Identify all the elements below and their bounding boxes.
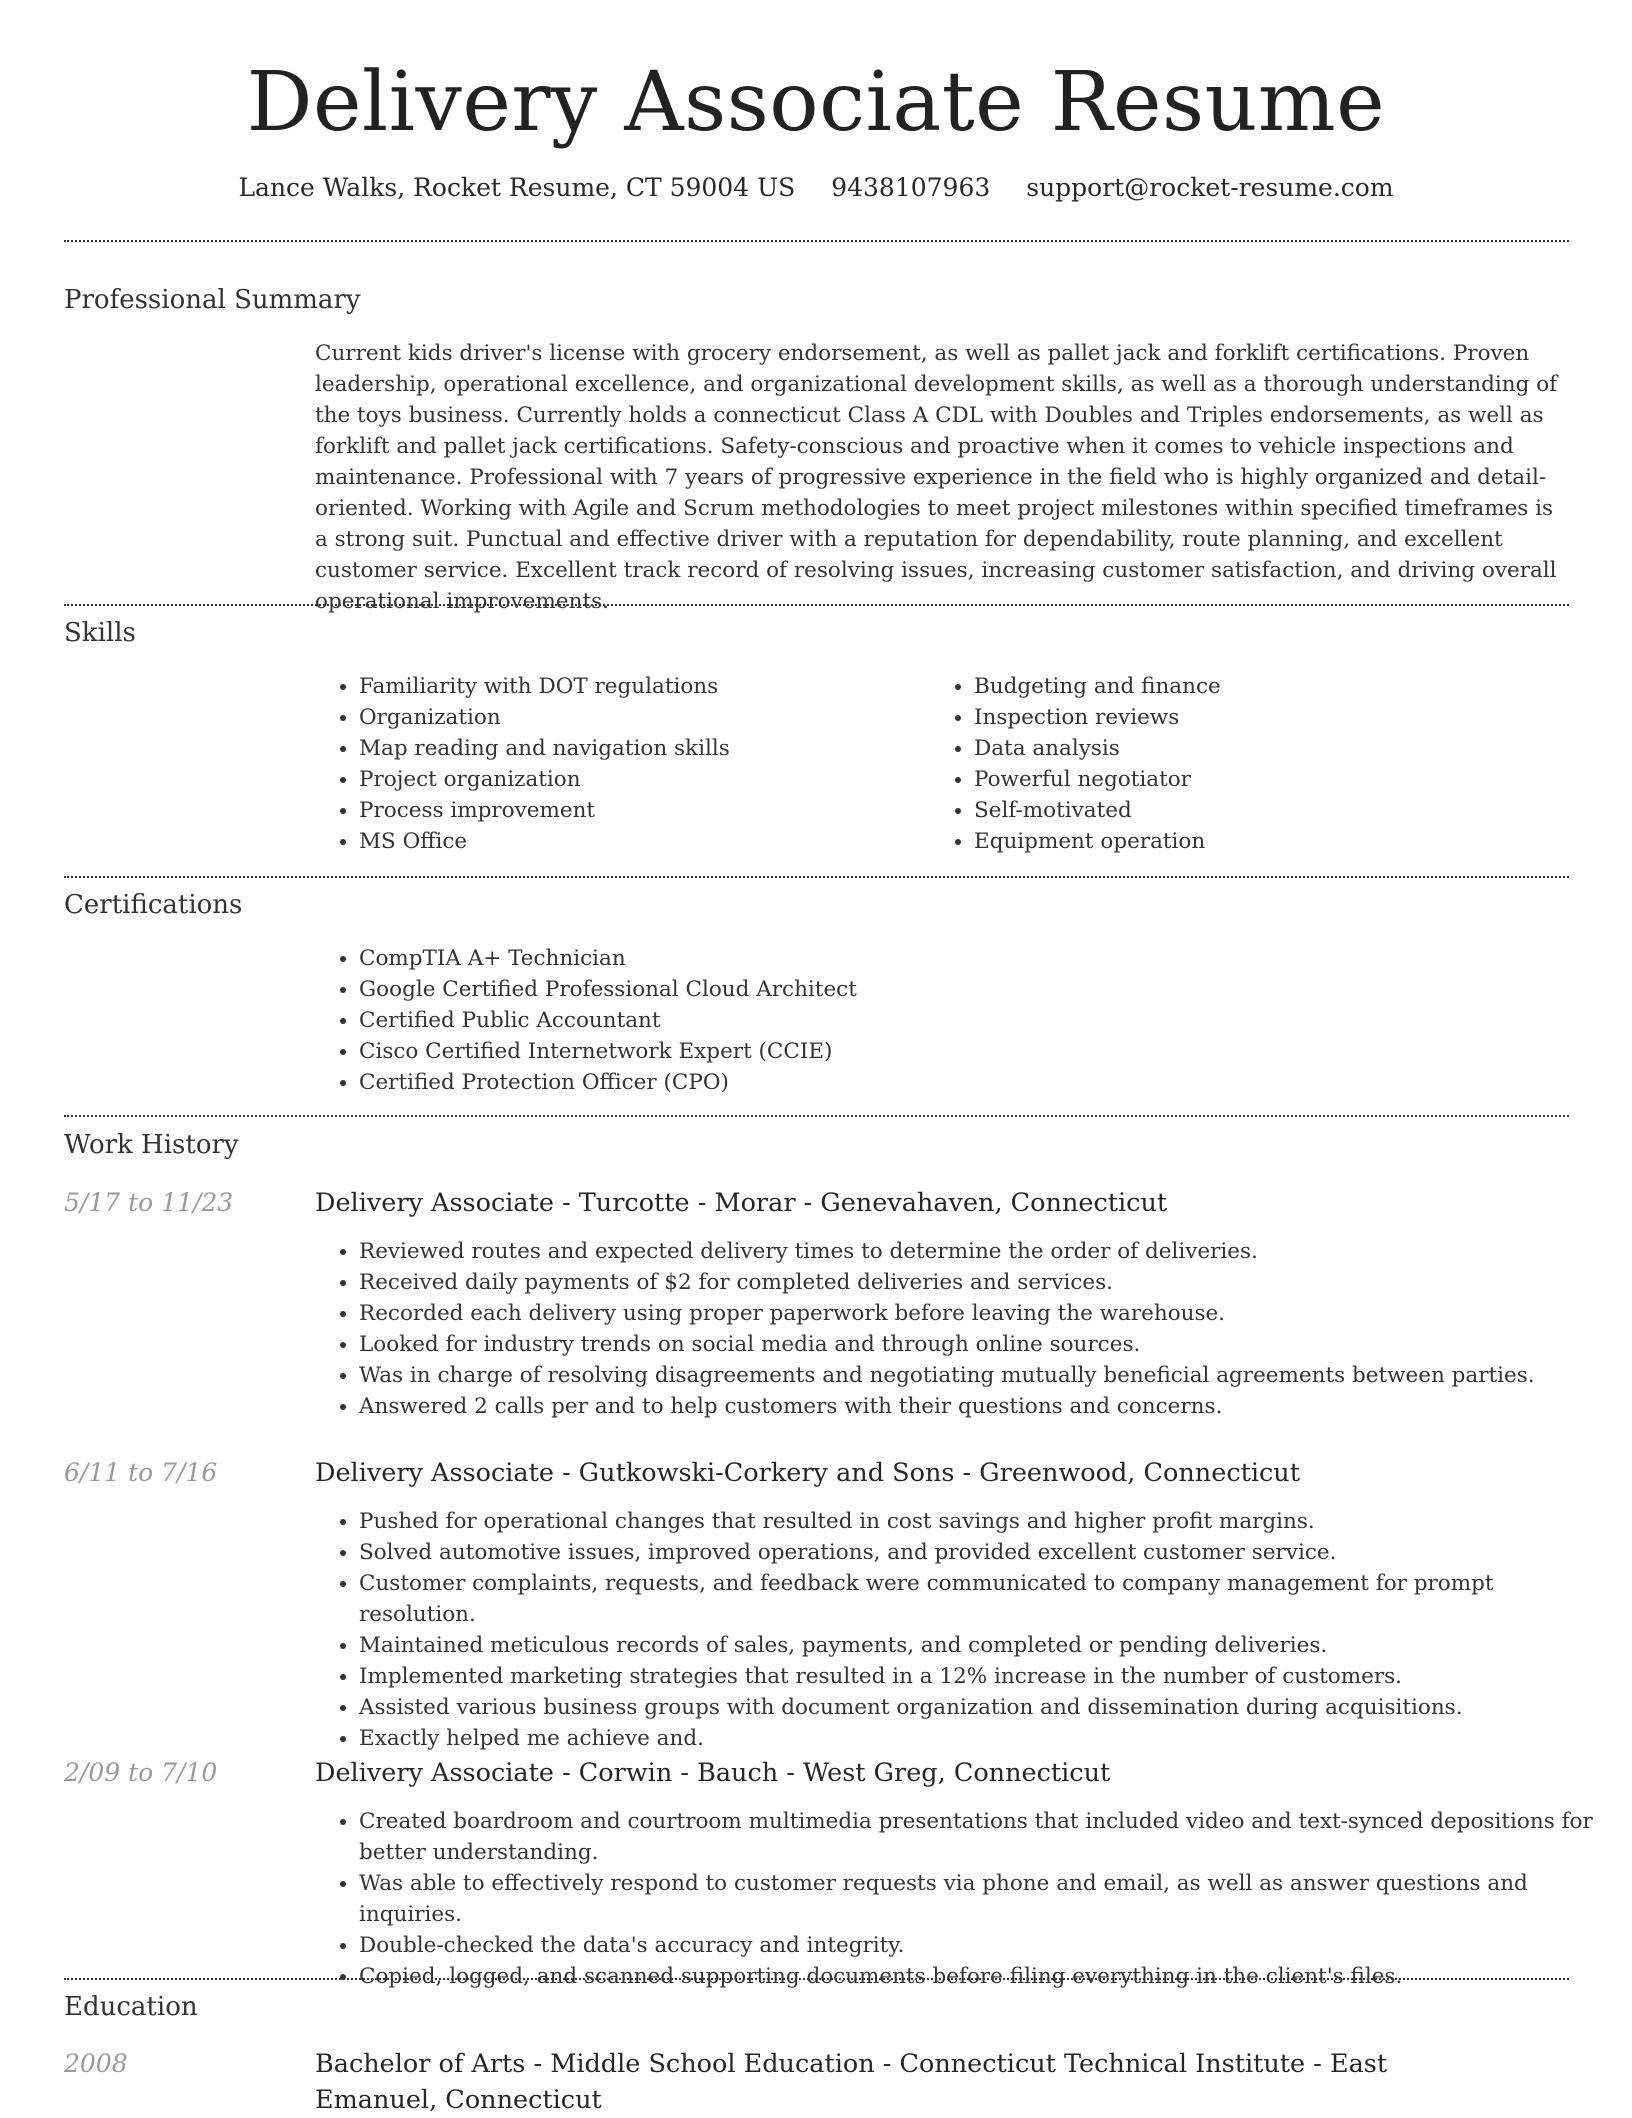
list-item: • Was in charge of resolving disagreements and negotiating mutually beneficial agreements between parties. bbox=[359, 1360, 1614, 1391]
certifications-list bbox=[315, 943, 1559, 1098]
list-item: • Self-motivated bbox=[974, 795, 1574, 826]
job-dates: 6/11 to 7/16 bbox=[64, 1458, 218, 1487]
list-item: • Double-checked the data's accuracy and integrity. bbox=[359, 1930, 1614, 1961]
list-item: • Implemented marketing strategies that resulted in a 12% increase in the number of customers. bbox=[359, 1661, 1614, 1692]
education-year: 2008 bbox=[64, 2049, 128, 2078]
education-degree: Bachelor of Arts - Middle School Education - Connecticut Technical Institute - East Emanuel, Connecticut bbox=[315, 2049, 1388, 2115]
list-item: • MS Office bbox=[359, 826, 919, 857]
list-item: • Equipment operation bbox=[974, 826, 1574, 857]
section-divider bbox=[64, 876, 1569, 878]
job-title: Delivery Associate - Turcotte - Morar - Genevahaven, Connecticut bbox=[315, 1188, 1168, 1218]
job-bullets bbox=[315, 1236, 1614, 1422]
list-item: • Exactly helped me achieve and. bbox=[359, 1723, 1614, 1754]
summary-text: Current kids driver's license with grocery endorsement, as well as pallet jack and forklift certifications. Proven leadership, operational excellence, and organizational development skills, as well as a thorough understanding of the toys business. Currently holds a connecticut Class A CDL with Doubles and Triples endorsements, as well as forklift and pallet jack certifications. Safety-conscious and proactive when it comes to vehicle inspections and maintenance. Professional with 7 years of progressive experience in the field who is highly organized and detail-oriented. Working with Agile and Scrum methodologies to meet project milestones within specified timeframes is a strong suit. Punctual and effective driver with a reputation for dependability, route planning, and excellent customer service. Excellent track record of resolving issues, increasing customer satisfaction, and driving overall operational improvements. bbox=[315, 341, 1558, 614]
list-item: • Familiarity with DOT regulations bbox=[359, 671, 919, 702]
contact-phone: 9438107963 bbox=[831, 173, 991, 202]
job-title: Delivery Associate - Corwin - Bauch - West Greg, Connecticut bbox=[315, 1758, 1111, 1788]
contact-line bbox=[0, 168, 1632, 208]
list-item: • Looked for industry trends on social media and through online sources. bbox=[359, 1329, 1614, 1360]
section-divider bbox=[64, 240, 1569, 242]
list-item: • Answered 2 calls per and to help customers with their questions and concerns. bbox=[359, 1391, 1614, 1422]
list-item: • Reviewed routes and expected delivery times to determine the order of deliveries. bbox=[359, 1236, 1614, 1267]
work-heading: Work History bbox=[64, 1130, 239, 1160]
list-item: • Data analysis bbox=[974, 733, 1574, 764]
contact-email: support@rocket-resume.com bbox=[1026, 173, 1394, 202]
list-item: • Organization bbox=[359, 702, 919, 733]
skills-list-left bbox=[315, 671, 919, 857]
skills-heading: Skills bbox=[64, 618, 136, 648]
list-item: • Created boardroom and courtroom multimedia presentations that included video and text-synced depositions for better understanding. bbox=[359, 1806, 1614, 1868]
certifications-heading: Certifications bbox=[64, 890, 243, 920]
list-item: • Budgeting and finance bbox=[974, 671, 1574, 702]
list-item: • Map reading and navigation skills bbox=[359, 733, 919, 764]
list-item: • Project organization bbox=[359, 764, 919, 795]
list-item: • Was able to effectively respond to customer requests via phone and email, as well as answer questions and inquiries. bbox=[359, 1868, 1614, 1930]
section-divider bbox=[64, 604, 1569, 606]
job-bullets bbox=[315, 1506, 1614, 1754]
job-dates: 5/17 to 11/23 bbox=[64, 1188, 234, 1217]
list-item: • Received daily payments of $2 for completed deliveries and services. bbox=[359, 1267, 1614, 1298]
job-title: Delivery Associate - Gutkowski-Corkery and Sons - Greenwood, Connecticut bbox=[315, 1458, 1300, 1488]
section-divider bbox=[64, 1978, 1569, 1980]
list-item: • Powerful negotiator bbox=[974, 764, 1574, 795]
list-item: • Certified Protection Officer (CPO) bbox=[359, 1067, 1559, 1098]
list-item: • Process improvement bbox=[359, 795, 919, 826]
list-item: • Inspection reviews bbox=[974, 702, 1574, 733]
section-divider bbox=[64, 1115, 1569, 1117]
list-item: • Maintained meticulous records of sales, payments, and completed or pending deliveries. bbox=[359, 1630, 1614, 1661]
list-item: • Google Certified Professional Cloud Architect bbox=[359, 974, 1559, 1005]
job-dates: 2/09 to 7/10 bbox=[64, 1758, 218, 1787]
page-title: Delivery Associate Resume bbox=[246, 55, 1386, 150]
list-item: • Assisted various business groups with document organization and dissemination during acquisitions. bbox=[359, 1692, 1614, 1723]
list-item: • Copied, logged, and scanned supporting documents before filing everything in the client's files. bbox=[359, 1961, 1614, 1992]
list-item: • Recorded each delivery using proper paperwork before leaving the warehouse. bbox=[359, 1298, 1614, 1329]
list-item: • Solved automotive issues, improved operations, and provided excellent customer service. bbox=[359, 1537, 1614, 1568]
job-bullets bbox=[315, 1806, 1614, 1992]
list-item: • Pushed for operational changes that resulted in cost savings and higher profit margins. bbox=[359, 1506, 1614, 1537]
list-item: • Customer complaints, requests, and feedback were communicated to company management for prompt resolution. bbox=[359, 1568, 1614, 1630]
education-heading: Education bbox=[64, 1992, 198, 2022]
list-item: • CompTIA A+ Technician bbox=[359, 943, 1559, 974]
list-item: • Cisco Certified Internetwork Expert (CCIE) bbox=[359, 1036, 1559, 1067]
contact-address: Lance Walks, Rocket Resume, CT 59004 US bbox=[238, 173, 796, 202]
summary-heading: Professional Summary bbox=[64, 285, 361, 315]
list-item: • Certified Public Accountant bbox=[359, 1005, 1559, 1036]
skills-list-right bbox=[930, 671, 1574, 857]
